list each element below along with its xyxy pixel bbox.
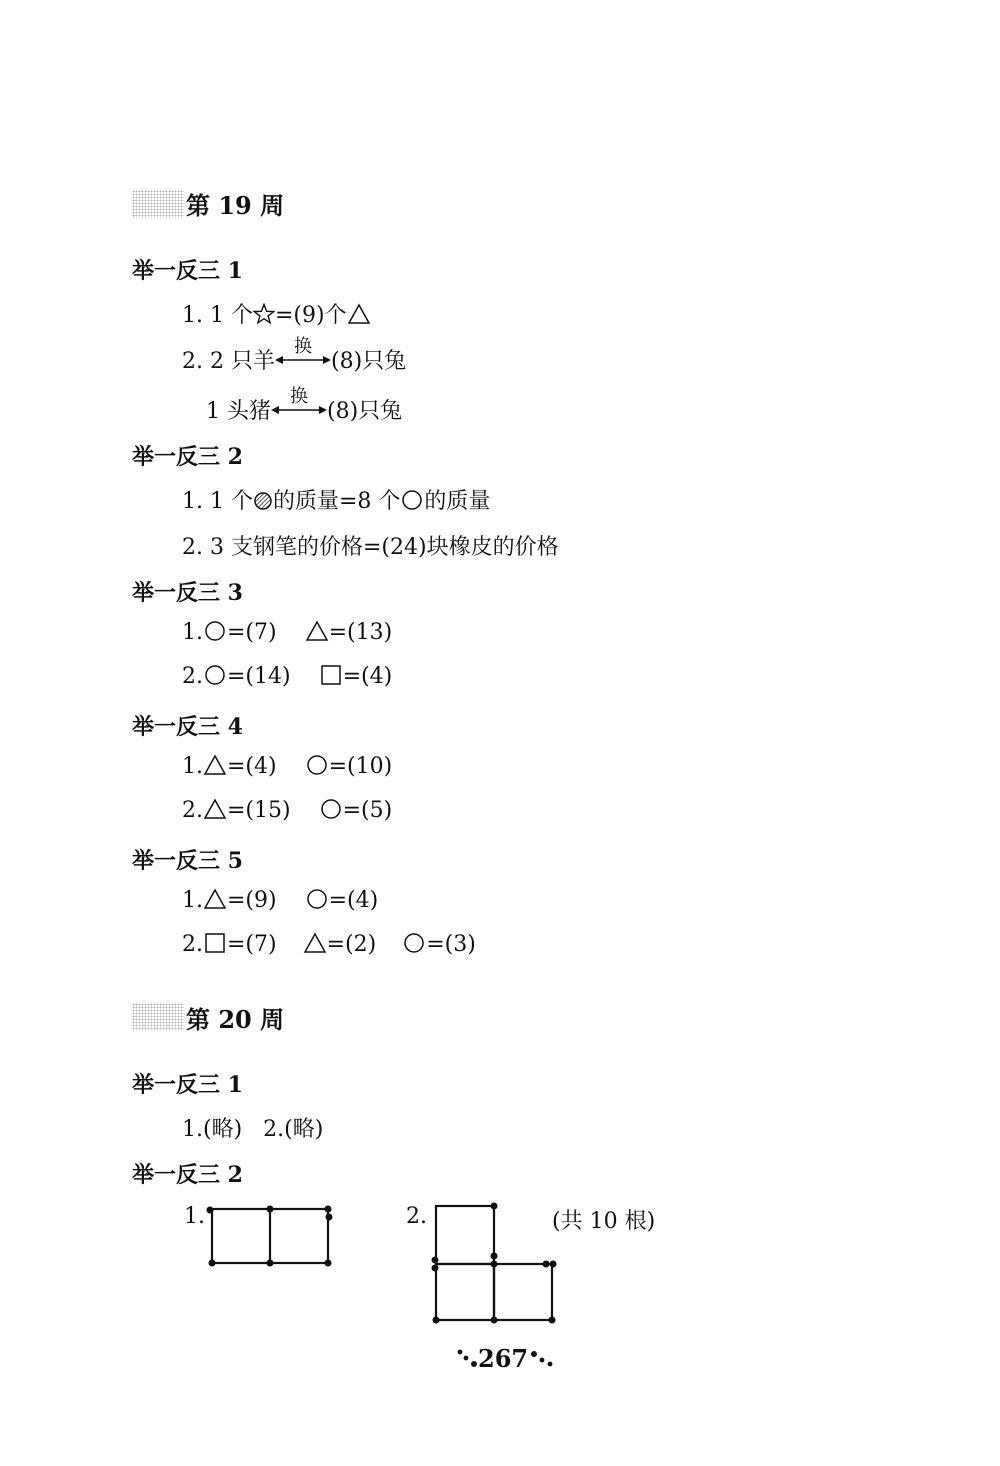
triangle-icon <box>305 620 329 648</box>
answer-line <box>182 798 392 826</box>
circle-icon <box>400 489 424 517</box>
answer-text: 1. <box>182 888 203 913</box>
section-title: 举一反三 5 <box>132 848 243 874</box>
page-number: 267 <box>478 1344 529 1373</box>
answer-text: =(5) <box>342 798 393 823</box>
dots-right-icon <box>528 1346 556 1370</box>
square-icon <box>319 664 343 692</box>
matchstick-figure-2 <box>428 1200 562 1326</box>
answer-line: 1.(略) 2.(略) <box>182 1117 324 1142</box>
answer-line <box>182 754 392 782</box>
square-icon <box>203 932 227 960</box>
answer-text: =(9) <box>227 888 277 913</box>
matchstick-figure-1 <box>204 1204 336 1272</box>
triangle-icon <box>303 932 327 960</box>
answer-text: =(3) <box>426 932 476 957</box>
week-19-mark <box>132 190 184 218</box>
circle-icon <box>203 664 227 692</box>
answer-line <box>182 336 407 375</box>
answer-text: =(4) <box>227 754 277 779</box>
section-title: 举一反三 2 <box>132 1162 243 1188</box>
section-title: 举一反三 3 <box>132 580 243 606</box>
answer-text: 2. <box>182 664 203 689</box>
answer-text: =(14) <box>227 664 291 689</box>
dots-left-icon <box>456 1346 478 1370</box>
hatched-circle-icon <box>253 491 273 517</box>
answer-text: 1. 1 个 <box>182 489 253 514</box>
answer-line <box>182 888 378 916</box>
exchange-label: 换 <box>290 386 308 407</box>
section-title: 举一反三 1 <box>132 1072 243 1098</box>
answer-text: =(7) <box>227 932 277 957</box>
section-title: 举一反三 2 <box>132 444 243 470</box>
exchange-arrow <box>271 386 327 420</box>
week-19-title: 第 19 周 <box>186 191 285 220</box>
answer-text: =(2) <box>326 932 377 957</box>
answer-text: 的质量 <box>424 489 491 514</box>
total-note: (共 10 根) <box>552 1209 656 1234</box>
answer-text: =(4) <box>328 888 379 913</box>
answer-text: 2. 2 只羊 <box>182 349 275 374</box>
answer-line <box>206 386 403 425</box>
triangle-icon <box>347 303 371 331</box>
answer-number: 2. <box>406 1204 427 1229</box>
answer-line <box>182 932 476 960</box>
answer-text: 1. <box>182 620 203 645</box>
answer-text: (8)只兔 <box>327 399 403 424</box>
answer-text: =(13) <box>328 620 393 645</box>
answer-number: 1. <box>184 1204 205 1229</box>
answer-text: 1. 1 个 <box>182 303 253 328</box>
answer-text: (8)只兔 <box>330 349 407 374</box>
triangle-icon <box>203 754 227 782</box>
answer-line <box>182 664 392 692</box>
answer-text: 的质量=8 个 <box>272 489 401 514</box>
exchange-arrow <box>275 336 331 370</box>
circle-icon <box>319 798 343 826</box>
answer-text: 2. <box>182 932 203 957</box>
week-20-mark <box>132 1003 184 1031</box>
star-icon <box>253 303 275 331</box>
answer-text: =(7) <box>227 620 277 645</box>
circle-icon <box>203 620 227 648</box>
answer-text: =(4) <box>342 664 393 689</box>
section-title: 举一反三 1 <box>132 258 243 284</box>
section-title: 举一反三 4 <box>132 714 243 740</box>
answer-line <box>182 484 490 517</box>
answer-line <box>182 298 371 331</box>
answer-text: 1. <box>182 754 203 779</box>
triangle-icon <box>203 888 227 916</box>
answer-text: =(10) <box>328 754 393 779</box>
answer-text: 1 头猪 <box>206 399 271 424</box>
answer-text: 2. <box>182 798 203 823</box>
answer-text: =(15) <box>227 798 291 823</box>
circle-icon <box>305 754 329 782</box>
circle-icon <box>402 932 426 960</box>
answer-text: =(9)个 <box>274 303 347 328</box>
week-20-title: 第 20 周 <box>186 1005 285 1034</box>
page-number-area <box>456 1344 556 1373</box>
answer-line <box>182 620 392 648</box>
triangle-icon <box>203 798 227 826</box>
exchange-label: 换 <box>293 336 312 357</box>
answer-line: 2. 3 支钢笔的价格=(24)块橡皮的价格 <box>182 535 559 560</box>
circle-icon <box>305 888 329 916</box>
